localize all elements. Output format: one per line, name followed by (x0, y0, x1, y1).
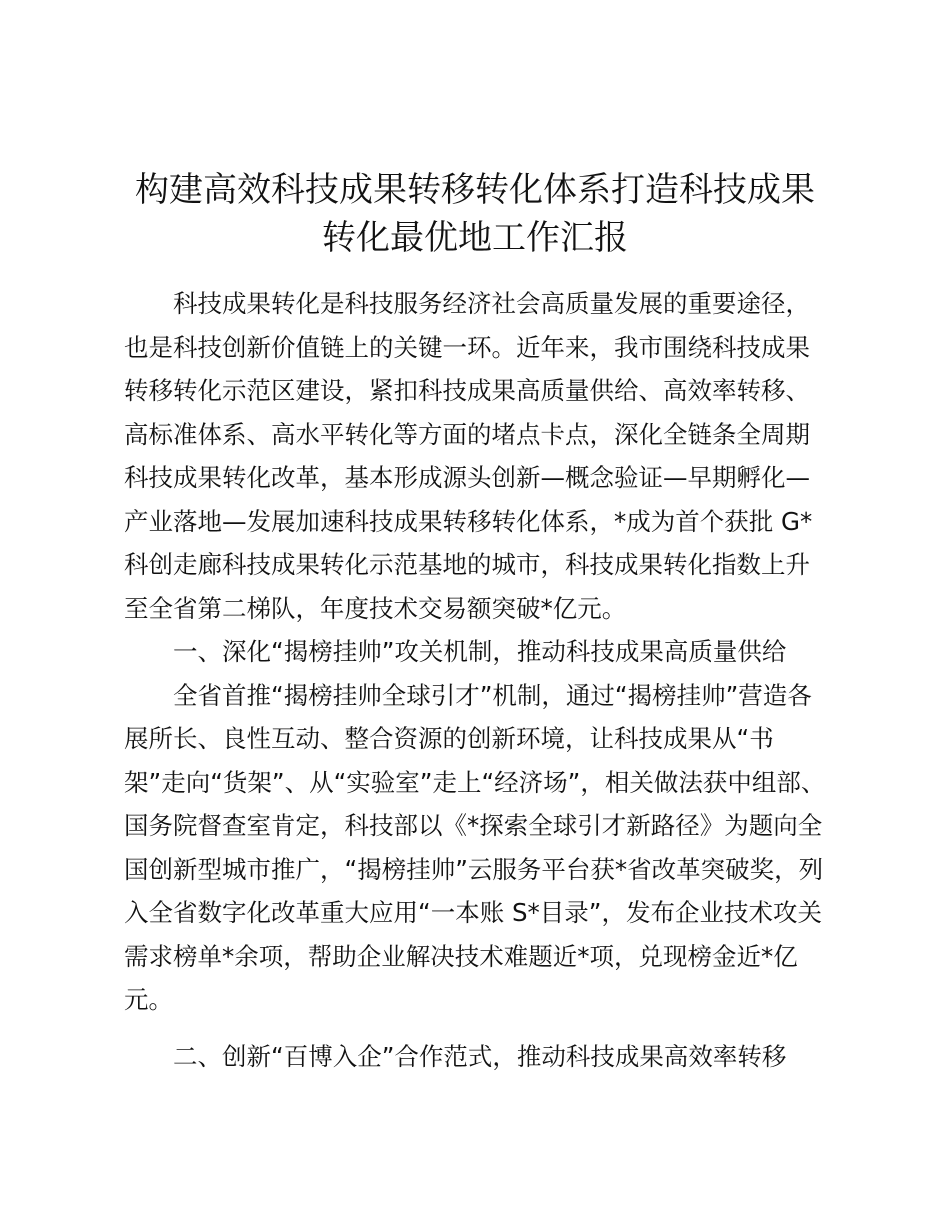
paragraph-line: 至全省第二梯队，年度技术交易额突破*亿元。 (124, 593, 627, 623)
section-heading-1: 一、深化“揭榜挂帅”攻关机制，推动科技成果高质量供给 (173, 637, 787, 666)
paragraph-gap (124, 1022, 824, 1035)
title-line: 转化最优地工作汇报 (322, 218, 628, 258)
paragraph-line: 入全省数字化改革重大应用“一本账 S*目录”，发布企业技术攻关 (124, 898, 822, 927)
title-line: 构建高效科技成果转移转化体系打造科技成果 (135, 170, 815, 210)
paragraph-line: 元。 (124, 985, 173, 1014)
paragraph-line: 产业落地—发展加速科技成果转移转化体系，*成为首个获批 G* (124, 506, 813, 536)
paragraph-line: 国创新型城市推广，“揭榜挂帅”云服务平台获*省改革突破奖，列 (124, 854, 824, 884)
paragraph-line: 科创走廊科技成果转化示范基地的城市，科技成果转化指数上升 (124, 550, 810, 579)
paragraph-line: 转移转化示范区建设，紧扣科技成果高质量供给、高效率转移、 (124, 376, 810, 405)
paragraph-section-1 (124, 674, 824, 1022)
paragraph-line: 全省首推“揭榜挂帅全球引才”机制，通过“揭榜挂帅”营造各 (173, 680, 812, 710)
document-title (120, 166, 830, 262)
paragraph-line: 国务院督查室肯定，科技部以《*探索全球引才新路径》为题向全 (124, 811, 823, 840)
paragraph-line: 科技成果转化改革，基本形成源头创新—概念验证—早期孵化— (124, 463, 810, 492)
paragraph-intro (124, 282, 824, 630)
paragraph-line: 架”走向“货架”、从“实验室”走上“经济场”，相关做法获中组部、 (124, 767, 826, 797)
paragraph-line: 科技成果转化是科技服务经济社会高质量发展的重要途径， (173, 289, 810, 318)
paragraph-line: 需求榜单*余项，帮助企业解决技术难题近*项，兑现榜金近*亿 (124, 941, 798, 971)
section-heading-2: 二、创新“百博入企”合作范式，推动科技成果高效率转移 (173, 1041, 787, 1071)
paragraph-line: 展所长、良性互动、整合资源的创新环境，让科技成果从“书 (124, 724, 774, 753)
document-body (124, 282, 824, 1078)
paragraph-line: 也是科技创新价值链上的关键一环。近年来，我市围绕科技成果 (124, 332, 810, 362)
paragraph-line: 高标准体系、高水平转化等方面的堵点卡点，深化全链条全周期 (124, 419, 810, 449)
